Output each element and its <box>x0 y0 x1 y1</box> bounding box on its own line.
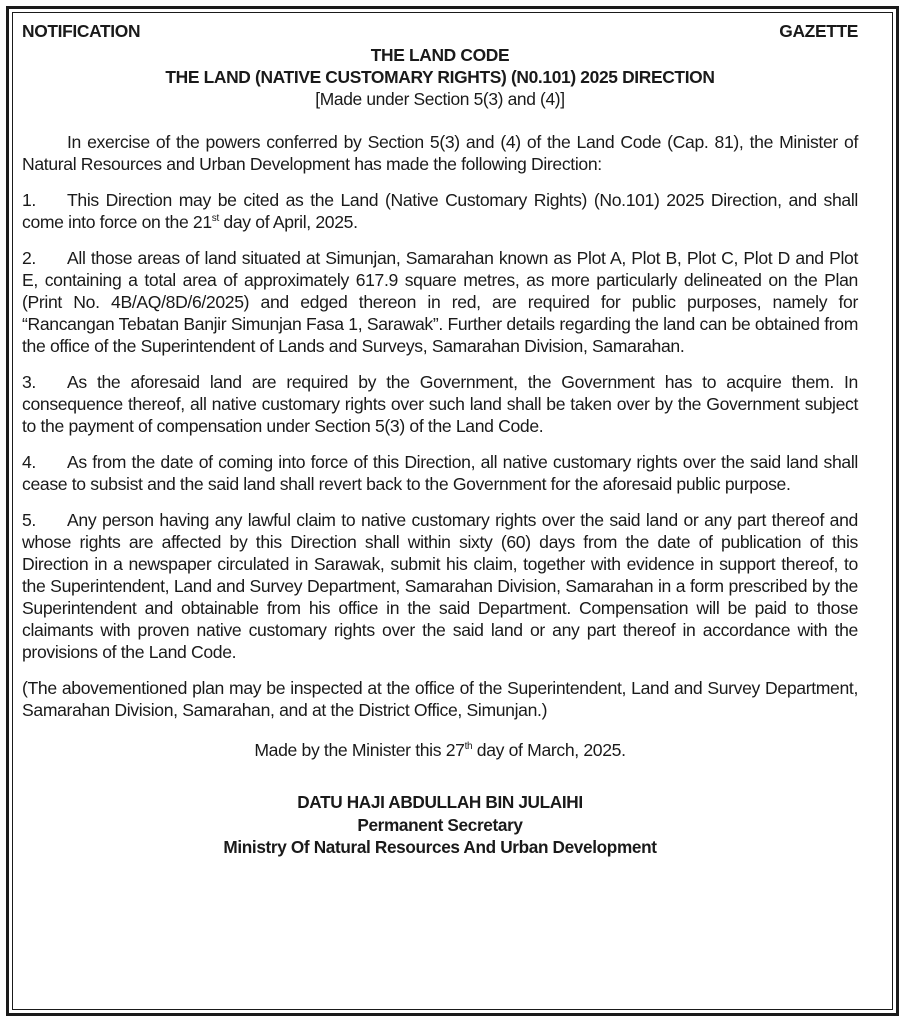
paragraph-4 <box>22 451 858 495</box>
paragraph-number: 3. <box>22 372 36 392</box>
signature-block <box>22 791 858 859</box>
paragraph-text: As the aforesaid land are required by the Government, the Government has to acquire them. In consequence thereof, all native customary rights over such land shall be taken over by the Government subject to the payment of compensation under Section 5(3) of the Land Code. <box>22 372 858 436</box>
made-under-section: [Made under Section 5(3) and (4)] <box>315 89 565 109</box>
ordinal-suffix: th <box>464 741 473 753</box>
intro-paragraph: In exercise of the powers conferred by Section 5(3) and (4) of the Land Code (Cap. 81), the Minister of Natural Resources and Urban Development has made the following Direction: <box>22 132 858 174</box>
header-row <box>22 20 858 44</box>
gazette-label: GAZETTE <box>779 21 858 41</box>
ordinal-suffix: st <box>211 213 219 225</box>
paragraph-number: 1. <box>22 190 36 210</box>
notification-label: NOTIFICATION <box>22 21 141 41</box>
signatory-name: DATU HAJI ABDULLAH BIN JULAIHI <box>297 792 583 812</box>
signatory-position: Permanent Secretary <box>357 814 523 835</box>
signatory-ministry: Ministry Of Natural Resources And Urban Development <box>223 837 657 857</box>
made-by-text: Made by the Minister this 27 <box>254 740 465 760</box>
paragraph-3 <box>22 371 858 437</box>
made-by-line <box>22 739 858 761</box>
paragraph-2 <box>22 247 858 357</box>
title-land-code: THE LAND CODE <box>370 45 510 65</box>
paragraph-text: Any person having any lawful claim to native customary rights over the said land or any part thereof and whose rights are affected by this Direction shall within sixty (60) days from the date of publication of this Direction in a newspaper circulated in Sarawak, submit his claim, together with evidence in support thereof, to the Superintendent, Land and Survey Department, Samarahan Division, Samarahan in a form prescribed by the Superintendent and obtainable from his office in the said Department. Compensation will be paid to those claimants with proven native customary rights over the said land or any part thereof in accordance with the provisions of the Land Code. <box>22 510 858 662</box>
paragraph-1 <box>22 189 858 233</box>
paragraph-5 <box>22 509 858 663</box>
paragraph-text: All those areas of land situated at Simunjan, Samarahan known as Plot A, Plot B, Plot C, Plot D and Plot E, containing a total area of approximately 617.9 square metres, as more particularly delineated on the Plan (Print No. 4B/AQ/8D/6/2025) and edged thereon in red, are required for public purposes, namely for “Rancangan Tebatan Banjir Simunjan Fasa 1, Sarawak”. Further details regarding the land can be obtained from the office of the Superintendent of Lands and Surveys, Samarahan Division, Samarahan. <box>22 248 858 356</box>
made-by-date: day of March, 2025. <box>472 740 626 760</box>
paragraph-number: 2. <box>22 248 36 268</box>
inspection-note: (The abovementioned plan may be inspected at the office of the Superintendent, Land and Survey Department, Samarahan Division, Samarahan, and at the District Office, Simunjan.) <box>22 678 858 720</box>
paragraph-text: This Direction may be cited as the Land (Native Customary Rights) (No.101) 2025 Direction, and shall come into force on the 21 <box>22 190 858 232</box>
paragraph-text-end: day of April, 2025. <box>218 212 358 232</box>
gazette-notice <box>22 20 858 859</box>
paragraph-number: 4. <box>22 452 36 472</box>
title-direction: THE LAND (NATIVE CUSTOMARY RIGHTS) (N0.101) 2025 DIRECTION <box>165 67 715 87</box>
paragraph-number: 5. <box>22 510 36 530</box>
paragraph-text: As from the date of coming into force of this Direction, all native customary rights over the said land shall cease to subsist and the said land shall revert back to the Government for the aforesaid public purpose. <box>22 452 858 494</box>
